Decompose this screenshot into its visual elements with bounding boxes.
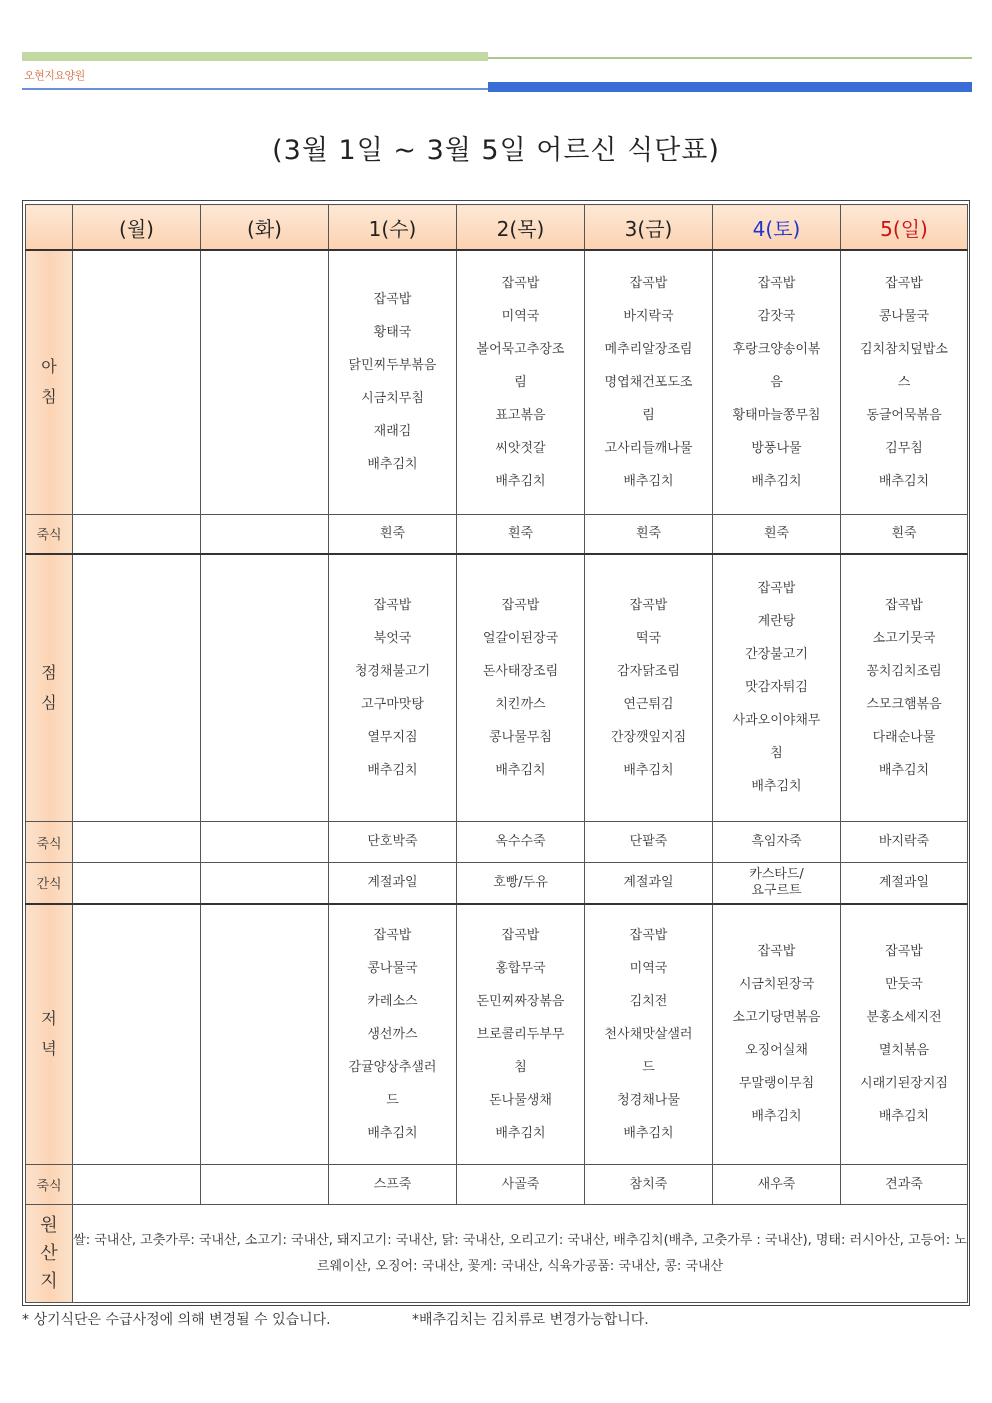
menu-cell: [329, 863, 457, 904]
menu-line: 배추김치: [495, 1125, 546, 1141]
header-blue-bar: [488, 82, 972, 92]
menu-line: 배추김치: [367, 457, 418, 473]
menu-line: 배추김치: [751, 1109, 802, 1125]
day-header-sunday: 5(일): [841, 205, 968, 251]
menu-line: 씨앗젓갈: [495, 440, 546, 456]
snack-row: [26, 863, 968, 904]
menu-line: 김무침: [885, 440, 923, 456]
menu-line: 잡곡밥: [885, 597, 923, 613]
breakfast-porridge-row: [26, 514, 968, 554]
snack-label: [26, 863, 73, 904]
row-label-char: 간식: [36, 877, 62, 893]
menu-line: 배추김치: [751, 473, 802, 489]
porridge-label: [26, 822, 73, 863]
menu-line: 계절과일: [878, 874, 930, 890]
menu-line: 림: [514, 374, 527, 390]
day-header: 1(수): [329, 205, 457, 251]
day-header: (화): [201, 205, 329, 251]
menu-line: 김치참치덮밥소: [860, 341, 948, 357]
menu-line: 감자닭조림: [617, 663, 680, 679]
menu-line: 잡곡밥: [373, 927, 412, 943]
menu-cell: [201, 554, 329, 822]
menu-line: 잡곡밥: [757, 275, 796, 291]
menu-line: 청경채불고기: [354, 663, 431, 679]
menu-line: 연근튀김: [623, 696, 674, 712]
row-label-char: 녁: [41, 1039, 57, 1059]
menu-line: 시래기된장지짐: [860, 1076, 948, 1092]
menu-line: 돈나물생채: [489, 1092, 552, 1108]
menu-line: 콩나물국: [878, 308, 930, 324]
menu-line: 드: [642, 1059, 655, 1075]
menu-line: 바지락국: [623, 308, 674, 324]
row-label-char: 죽식: [36, 1179, 62, 1194]
menu-cell: [201, 514, 329, 554]
menu-cell: [73, 554, 201, 822]
header-green-line: [488, 57, 972, 59]
menu-line: 참치죽: [629, 1176, 668, 1192]
menu-line: 단호박죽: [367, 834, 418, 849]
menu-line: 김치전: [629, 993, 668, 1009]
menu-cell: [457, 822, 585, 863]
menu-cell: [457, 554, 585, 822]
menu-cell: [585, 554, 713, 822]
menu-line: 잡곡밥: [629, 927, 668, 943]
menu-line: 명엽채건포도조: [604, 374, 693, 390]
menu-cell: [73, 1165, 201, 1205]
menu-cell: [201, 904, 329, 1165]
menu-cell: [713, 250, 841, 514]
menu-cell: [585, 863, 713, 904]
breakfast-row: [26, 250, 968, 514]
menu-line: 시금치된장국: [738, 977, 815, 993]
porridge-label: [26, 514, 73, 554]
menu-cell: [201, 822, 329, 863]
menu-line: 홍합무국: [495, 960, 546, 976]
menu-cell: [457, 904, 585, 1165]
menu-cell: [329, 822, 457, 863]
origin-text: 쌀: 국내산, 고춧가루: 국내산, 소고기: 국내산, 돼지고기: 국내산, 닭: 국내산, 오리고기: 국내산, 배추김치(배추, 고춧가루 : 국내산), 명태: 러시아산, 고등어: 노르웨이산, 오징어: 국내산, 꽃게: 국내산, 식육가공품: 국내산, 콩: 국내산: [73, 1205, 968, 1303]
row-label-char: 심: [41, 692, 57, 712]
corner-cell: [26, 205, 73, 251]
menu-line: 오징어실채: [745, 1043, 808, 1059]
menu-line: 잡곡밥: [501, 597, 540, 613]
menu-line: 닭민찌두부볶음: [348, 358, 437, 374]
row-label-char: 산: [40, 1242, 58, 1264]
menu-cell: [201, 1165, 329, 1205]
menu-line: 치킨까스: [495, 696, 546, 712]
origin-row: [26, 1205, 968, 1303]
page-title: (3월 1일 ~ 3월 5일 어르신 식단표): [272, 135, 720, 166]
menu-cell: [713, 822, 841, 863]
menu-line: 소고기뭇국: [872, 630, 936, 646]
row-label-char: 지: [40, 1270, 58, 1292]
menu-line: 배추김치: [367, 762, 418, 778]
org-name: 오현지요양원: [24, 69, 85, 82]
menu-cell: [841, 250, 968, 514]
menu-line: 감귤양상추샐러: [348, 1059, 437, 1075]
menu-line: 다래순나물: [872, 729, 936, 745]
lunch-label: [26, 554, 73, 822]
menu-line: 꽁치김치조림: [866, 663, 942, 679]
menu-cell: [713, 904, 841, 1165]
menu-cell: [585, 1165, 713, 1205]
menu-line: 배추김치: [623, 762, 674, 778]
menu-line: 배추김치: [623, 473, 674, 489]
menu-line: 황태마늘쫑무침: [732, 407, 821, 423]
menu-line: 감잣국: [757, 308, 796, 324]
note-kimchi: *배추김치는 김치류로 변경가능합니다.: [412, 1312, 649, 1328]
menu-line: 카스타드/: [749, 866, 804, 882]
day-header: 3(금): [585, 205, 713, 251]
menu-cell: [457, 250, 585, 514]
menu-line: 사골죽: [501, 1176, 540, 1192]
menu-line: 청경채나물: [617, 1092, 680, 1108]
menu-cell: [201, 250, 329, 514]
menu-line: 잡곡밥: [501, 275, 540, 291]
row-label-char: 죽식: [36, 836, 62, 852]
menu-line: 배추김치: [751, 779, 802, 795]
menu-line: 호빵/두유: [493, 874, 548, 890]
menu-cell: [73, 822, 201, 863]
menu-cell: [329, 904, 457, 1165]
menu-cell: [713, 514, 841, 554]
menu-line: 배추김치: [495, 762, 546, 778]
porridge-label: [26, 1165, 73, 1205]
menu-cell: [329, 554, 457, 822]
menu-line: 북엇국: [373, 630, 412, 646]
menu-line: 고사리들깨나물: [604, 440, 693, 456]
menu-line: 방풍나물: [751, 440, 802, 456]
menu-line: 맛감자튀김: [745, 680, 808, 696]
menu-cell: [457, 1165, 585, 1205]
menu-cell: [73, 250, 201, 514]
menu-line: 흰죽: [507, 525, 534, 541]
dinner-row: [26, 904, 968, 1165]
menu-cell: [841, 863, 968, 904]
menu-line: 침: [770, 746, 783, 762]
menu-line: 흑임자죽: [751, 834, 802, 849]
menu-line: 흰죽: [763, 525, 790, 541]
row-label-char: 죽식: [36, 528, 62, 543]
menu-cell: [201, 863, 329, 904]
menu-cell: [713, 554, 841, 822]
menu-cell: [841, 904, 968, 1165]
menu-line: 스: [897, 374, 911, 390]
header-blue-line: [22, 88, 488, 90]
menu-cell: [457, 863, 585, 904]
menu-line: 잡곡밥: [885, 275, 923, 291]
day-header: 2(목): [457, 205, 585, 251]
menu-line: 고구마맛탕: [361, 696, 424, 712]
menu-line: 황태국: [373, 325, 412, 341]
menu-line: 멸치볶음: [878, 1043, 930, 1059]
menu-line: 미역국: [501, 308, 540, 324]
origin-label: [26, 1205, 73, 1303]
menu-line: 볼어묵고추장조: [476, 341, 565, 357]
menu-line: 배추김치: [878, 1109, 930, 1125]
menu-line: 잡곡밥: [373, 597, 412, 613]
menu-line: 잡곡밥: [373, 292, 412, 308]
menu-line: 스프죽: [373, 1176, 412, 1192]
menu-cell: [329, 1165, 457, 1205]
menu-line: 잡곡밥: [629, 597, 668, 613]
lunch-row: [26, 554, 968, 822]
menu-table: [25, 204, 968, 1303]
menu-line: 간장불고기: [745, 647, 808, 663]
menu-cell: [713, 1165, 841, 1205]
menu-line: 잡곡밥: [757, 944, 796, 960]
menu-line: 천사채맛살샐러: [604, 1026, 693, 1042]
menu-line: 견과죽: [885, 1176, 923, 1192]
menu-line: 림: [642, 407, 655, 423]
row-label-char: 아: [41, 357, 57, 377]
menu-cell: [329, 514, 457, 554]
menu-line: 재래김: [373, 424, 412, 440]
menu-line: 무말랭이무침: [738, 1076, 815, 1092]
menu-line: 분홍소세지전: [866, 1010, 942, 1026]
dinner-porridge-row: [26, 1165, 968, 1205]
note-change: * 상기식단은 수급사정에 의해 변경될 수 있습니다.: [22, 1312, 331, 1328]
dinner-label: [26, 904, 73, 1165]
menu-line: 배추김치: [367, 1125, 418, 1141]
menu-line: 표고볶음: [495, 407, 546, 423]
menu-cell: [585, 250, 713, 514]
menu-cell: [841, 554, 968, 822]
menu-line: 배추김치: [878, 473, 930, 489]
menu-cell: [585, 822, 713, 863]
menu-line: 음: [770, 374, 783, 390]
day-header-saturday: 4(토): [713, 205, 841, 251]
menu-cell: [329, 250, 457, 514]
row-label-char: 저: [41, 1009, 57, 1029]
menu-line: 동글어묵볶음: [866, 407, 942, 423]
menu-line: 드: [386, 1092, 399, 1108]
menu-line: 요구르트: [751, 882, 802, 898]
menu-cell: [73, 863, 201, 904]
menu-line: 간장깻잎지짐: [610, 729, 687, 745]
menu-cell: [585, 514, 713, 554]
menu-line: 잡곡밥: [501, 927, 540, 943]
menu-line: 사과오이야채무: [732, 713, 821, 729]
menu-cell: [457, 514, 585, 554]
menu-cell: [73, 904, 201, 1165]
row-label-char: 원: [40, 1214, 58, 1236]
menu-line: 카레소스: [367, 993, 418, 1009]
menu-line: 계절과일: [623, 874, 674, 890]
menu-line: 바지락죽: [878, 834, 930, 849]
menu-line: 배추김치: [495, 473, 546, 489]
menu-line: 옥수수죽: [495, 834, 546, 849]
menu-line: 배추김치: [878, 762, 930, 778]
row-label-char: 점: [41, 662, 57, 682]
menu-line: 콩나물무침: [489, 729, 552, 745]
menu-line: 열무지짐: [367, 729, 418, 745]
menu-line: 잡곡밥: [629, 275, 668, 291]
menu-line: 시금치무침: [361, 391, 424, 407]
menu-line: 흰죽: [891, 525, 917, 541]
breakfast-label: [26, 250, 73, 514]
menu-line: 단팥죽: [629, 834, 668, 849]
menu-line: 메추리알장조림: [604, 341, 693, 357]
menu-line: 계절과일: [367, 874, 418, 890]
menu-line: 새우죽: [757, 1176, 796, 1192]
lunch-porridge-row: [26, 822, 968, 863]
header-green-bar: [22, 52, 488, 61]
menu-line: 흰죽: [379, 525, 406, 541]
menu-cell: [841, 1165, 968, 1205]
menu-line: 콩나물국: [367, 960, 418, 976]
day-header: (월): [73, 205, 201, 251]
menu-cell: [713, 863, 841, 904]
menu-line: 스모크햄볶음: [866, 696, 942, 712]
menu-cell: [841, 514, 968, 554]
menu-line: 생선까스: [367, 1026, 418, 1042]
menu-line: 떡국: [635, 630, 662, 646]
menu-line: 배추김치: [623, 1125, 674, 1141]
menu-line: 계란탕: [757, 614, 796, 630]
day-header-row: [26, 205, 968, 251]
menu-cell: [585, 904, 713, 1165]
menu-line: 후랑크양송이볶: [732, 341, 821, 357]
menu-line: 잡곡밥: [757, 581, 796, 597]
menu-line: 얼갈이된장국: [482, 630, 559, 646]
menu-line: 만둣국: [885, 977, 923, 993]
menu-cell: [841, 822, 968, 863]
menu-line: 돈사태장조림: [482, 663, 559, 679]
menu-line: 침: [514, 1059, 527, 1075]
menu-cell: [73, 514, 201, 554]
menu-line: 잡곡밥: [885, 944, 923, 960]
menu-line: 소고기당면볶음: [732, 1010, 821, 1026]
menu-line: 흰죽: [635, 525, 662, 541]
row-label-char: 침: [41, 387, 57, 407]
menu-line: 돈민찌짜장볶음: [476, 993, 565, 1009]
menu-line: 브로콜리두부무: [476, 1026, 565, 1042]
menu-line: 미역국: [629, 960, 668, 976]
